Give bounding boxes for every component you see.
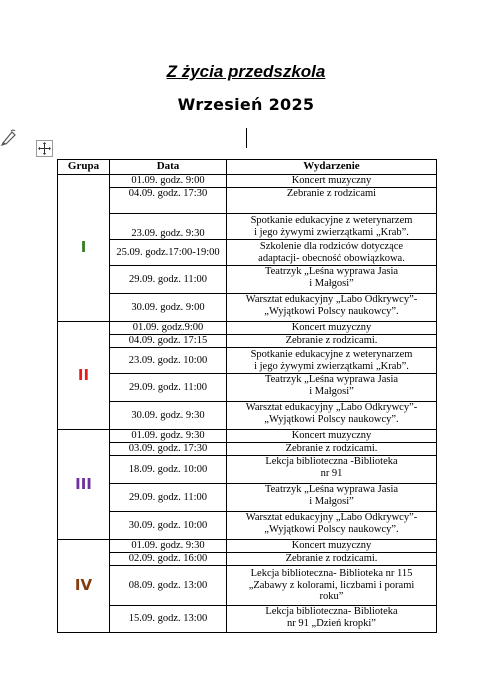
event-line: Lekcja biblioteczna -Biblioteka <box>265 456 398 467</box>
date-cell: 29.09. godz. 11:00 <box>110 266 227 294</box>
table-row <box>58 214 437 240</box>
event-line: i jego żywymi zwierzątkami „Krab”. <box>254 360 409 372</box>
table-row <box>58 456 437 484</box>
event-cell <box>227 484 437 512</box>
event-cell <box>227 335 437 348</box>
date-cell: 01.09. godz. 9:30 <box>110 430 227 443</box>
event-line: i Małgosi” <box>309 495 354 507</box>
table-row <box>58 322 437 335</box>
table-row <box>58 240 437 266</box>
date-cell: 29.09. godz. 11:00 <box>110 374 227 402</box>
event-line: Spotkanie edukacyjne z weterynarzem <box>250 215 413 226</box>
event-line: adaptacji- obecność obowiązkowa. <box>258 252 405 264</box>
ink-pen-icon[interactable] <box>0 128 18 146</box>
event-line: „Zabawy z kolorami, liczbami i porami <box>248 579 415 591</box>
event-line: Zebranie z rodzicami <box>286 188 377 199</box>
table-row <box>58 374 437 402</box>
group-label-i: I <box>58 175 110 322</box>
table-row <box>58 540 437 553</box>
date-cell: 30.09. godz. 10:00 <box>110 512 227 540</box>
event-line: Koncert muzyczny <box>291 430 372 442</box>
group-label-iv: IV <box>58 540 110 633</box>
event-cell <box>227 294 437 322</box>
table-row <box>58 484 437 512</box>
event-cell <box>227 240 437 266</box>
event-line: i Małgosi” <box>309 277 354 289</box>
table-row <box>58 606 437 633</box>
date-cell: 15.09. godz. 13:00 <box>110 606 227 633</box>
date-cell: 02.09. godz. 16:00 <box>110 553 227 566</box>
event-cell <box>227 188 437 214</box>
date-cell: 03.09. godz. 17:30 <box>110 443 227 456</box>
event-line: „Wyjątkowi Polscy naukowcy”. <box>264 305 399 317</box>
event-line: Warsztat edukacyjny „Labo Odkrywcy”- <box>245 512 418 523</box>
event-line: Lekcja biblioteczna- Biblioteka nr 115 <box>250 568 413 580</box>
event-cell <box>227 175 437 188</box>
event-cell <box>227 402 437 430</box>
date-cell: 30.09. godz. 9:00 <box>110 294 227 322</box>
event-line: i Małgosi” <box>309 385 354 397</box>
event-cell <box>227 456 437 484</box>
table-row <box>58 335 437 348</box>
event-line: „Wyjątkowi Polscy naukowcy”. <box>264 523 399 535</box>
table-row <box>58 294 437 322</box>
event-cell <box>227 512 437 540</box>
event-cell <box>227 553 437 566</box>
event-cell <box>227 214 437 240</box>
event-cell <box>227 566 437 606</box>
event-line: Teatrzyk „Leśna wyprawa Jasia <box>264 484 399 495</box>
event-line: i jego żywymi zwierzątkami „Krab”. <box>254 226 409 238</box>
date-cell: 25.09. godz.17:00-19:00 <box>110 240 227 266</box>
event-cell <box>227 443 437 456</box>
date-cell: 23.09. godz. 9:30 <box>110 214 227 240</box>
date-cell: 23.09. godz. 10:00 <box>110 348 227 374</box>
event-line: Teatrzyk „Leśna wyprawa Jasia <box>264 374 399 385</box>
schedule-table <box>57 159 437 633</box>
header-event: Wydarzenie <box>227 160 437 175</box>
date-cell: 01.09. godz. 9:00 <box>110 175 227 188</box>
event-line: Warsztat edukacyjny „Labo Odkrywcy”- <box>245 294 418 305</box>
date-cell: 01.09. godz.9:00 <box>110 322 227 335</box>
event-cell <box>227 430 437 443</box>
event-cell <box>227 606 437 633</box>
document-subtitle: Wrzesień 2025 <box>177 95 315 114</box>
event-cell <box>227 540 437 553</box>
table-move-handle-icon[interactable] <box>36 140 53 157</box>
event-line: nr 91 <box>320 467 343 479</box>
table-row <box>58 348 437 374</box>
event-line: Warsztat edukacyjny „Labo Odkrywcy”- <box>245 402 418 413</box>
event-line: nr 91 „Dzień kropki” <box>287 617 376 629</box>
event-line: Teatrzyk „Leśna wyprawa Jasia <box>264 266 399 277</box>
date-cell: 29.09. godz. 11:00 <box>110 484 227 512</box>
table-row <box>58 188 437 214</box>
event-cell <box>227 322 437 335</box>
group-label-iii: III <box>58 430 110 540</box>
date-cell: 18.09. godz. 10:00 <box>110 456 227 484</box>
event-cell <box>227 348 437 374</box>
event-line: „Wyjątkowi Polscy naukowcy”. <box>264 413 399 425</box>
date-cell: 04.09. godz. 17:30 <box>110 188 227 214</box>
table-row <box>58 566 437 606</box>
event-line: Koncert muzyczny <box>291 175 372 187</box>
event-line: Spotkanie edukacyjne z weterynarzem <box>250 349 413 360</box>
event-line: Koncert muzyczny <box>291 322 372 334</box>
text-cursor <box>246 128 247 148</box>
event-cell <box>227 266 437 294</box>
date-cell: 01.09. godz. 9:30 <box>110 540 227 553</box>
event-line: Lekcja biblioteczna- Biblioteka <box>265 606 398 617</box>
event-line: Zebranie z rodzicami. <box>285 443 378 455</box>
table-row <box>58 443 437 456</box>
document-title: Z życia przedszkola <box>166 62 326 81</box>
date-cell: 04.09. godz. 17:15 <box>110 335 227 348</box>
event-cell <box>227 374 437 402</box>
table-row <box>58 512 437 540</box>
date-cell: 08.09. godz. 13:00 <box>110 566 227 606</box>
table-row <box>58 402 437 430</box>
table-row <box>58 266 437 294</box>
table-row <box>58 175 437 188</box>
date-cell: 30.09. godz. 9:30 <box>110 402 227 430</box>
event-line: Zebranie z rodzicami. <box>285 553 378 565</box>
table-row <box>58 430 437 443</box>
header-date: Data <box>110 160 227 175</box>
event-line: Zebranie z rodzicami. <box>285 335 378 347</box>
event-line: Koncert muzyczny <box>291 540 372 552</box>
header-group: Grupa <box>58 160 110 175</box>
table-row <box>58 553 437 566</box>
group-label-ii: II <box>58 322 110 430</box>
event-line: Szkolenie dla rodziców dotyczące <box>259 241 404 252</box>
table-header-row <box>58 160 437 175</box>
event-line: roku” <box>319 591 344 603</box>
